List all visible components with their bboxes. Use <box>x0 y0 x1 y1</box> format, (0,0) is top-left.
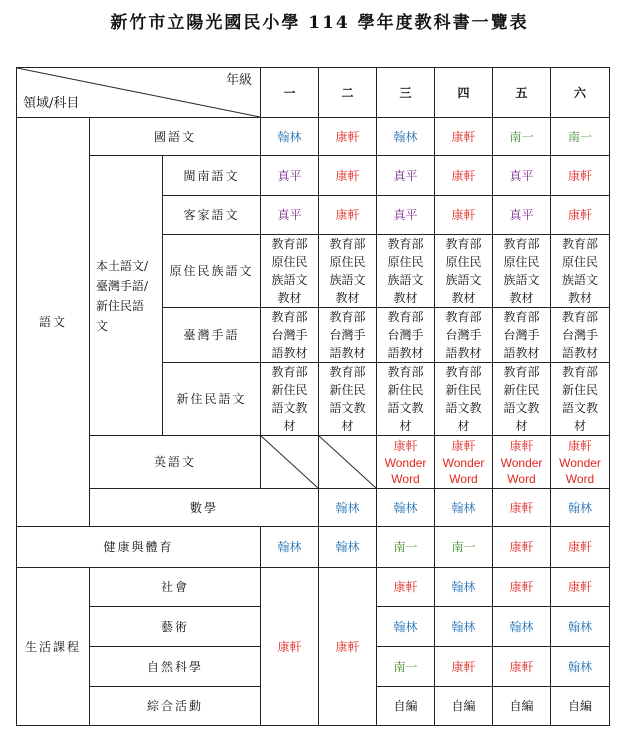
cell: 真平 <box>261 196 319 235</box>
cell: 翰林 <box>377 489 435 527</box>
cell: 康軒 <box>551 196 610 235</box>
cell-text-block <box>493 308 551 363</box>
cell: 康軒 <box>551 156 610 196</box>
subject-shouyu: 臺灣手語 <box>163 308 261 363</box>
cell: 教育部新住民語文教材 <box>562 365 599 433</box>
subject-minnan: 閩南語文 <box>163 156 261 196</box>
cell-text-block <box>435 363 493 436</box>
cell-english-4 <box>435 436 493 489</box>
english-publisher: 康軒 <box>568 439 593 453</box>
cell: 康軒 <box>493 527 551 568</box>
cell: 教育部原住民族語文教材 <box>387 237 424 305</box>
subject-bentu <box>90 156 163 436</box>
cell: 教育部台灣手語教材 <box>503 310 540 360</box>
cell: 翰林 <box>435 489 493 527</box>
cell-text-block <box>261 363 319 436</box>
english-series: Wonder Word <box>559 456 601 486</box>
cell: 翰林 <box>551 489 610 527</box>
cell: 真平 <box>377 196 435 235</box>
cell-text-block <box>377 235 435 308</box>
textbook-table <box>16 67 610 726</box>
cell-text-block <box>551 308 610 363</box>
cell: 教育部原住民族語文教材 <box>562 237 599 305</box>
cell: 自編 <box>551 687 610 726</box>
cell: 教育部台灣手語教材 <box>562 310 599 360</box>
subject-math: 數學 <box>90 489 319 527</box>
cell-english-6 <box>551 436 610 489</box>
cell: 翰林 <box>319 489 377 527</box>
cell: 教育部新住民語文教材 <box>271 365 308 433</box>
cell-text-block <box>261 308 319 363</box>
cell: 康軒 <box>493 568 551 607</box>
cell: 康軒 <box>261 568 319 726</box>
cell: 自編 <box>493 687 551 726</box>
cell: 康軒 <box>493 647 551 687</box>
cell: 教育部台灣手語教材 <box>445 310 482 360</box>
cell-text-block <box>551 235 610 308</box>
english-series: Wonder Word <box>500 456 543 486</box>
cell: 自編 <box>377 687 435 726</box>
cell: 教育部新住民語文教材 <box>329 365 366 433</box>
cell: 翰林 <box>377 118 435 156</box>
subject-arts: 藝術 <box>90 607 261 647</box>
cell: 南一 <box>377 527 435 568</box>
subject-health: 健康與體育 <box>17 527 261 568</box>
page-title: 新竹市立陽光國民小學 114 學年度教科書一覽表 <box>110 13 529 33</box>
cell-text-block <box>435 235 493 308</box>
cell-text-block <box>319 308 377 363</box>
cell: 教育部原住民族語文教材 <box>503 237 540 305</box>
grade-header: 年級 <box>226 73 253 88</box>
table-row <box>17 527 610 568</box>
cell-text-block <box>551 363 610 436</box>
cell: 康軒 <box>551 568 610 607</box>
bentu-label: 本土語文/臺灣手語/新住民語文 <box>96 258 149 333</box>
cell-text-block <box>493 363 551 436</box>
cell: 教育部新住民語文教材 <box>503 365 540 433</box>
cell-english-3 <box>377 436 435 489</box>
cell: 康軒 <box>435 196 493 235</box>
cell: 南一 <box>377 647 435 687</box>
cell: 翰林 <box>435 607 493 647</box>
cell: 翰林 <box>435 568 493 607</box>
cell: 翰林 <box>551 647 610 687</box>
grade-4: 四 <box>435 68 493 118</box>
cell: 翰林 <box>261 527 319 568</box>
cell: 康軒 <box>435 647 493 687</box>
cell: 康軒 <box>319 568 377 726</box>
cell: 翰林 <box>551 607 610 647</box>
subject-english: 英語文 <box>90 436 261 489</box>
cell-english-5 <box>493 436 551 489</box>
cell: 教育部原住民族語文教材 <box>271 237 308 305</box>
cell: 南一 <box>493 118 551 156</box>
cell: 康軒 <box>377 568 435 607</box>
cell: 教育部新住民語文教材 <box>387 365 424 433</box>
cell-text-block <box>493 235 551 308</box>
subject-science: 自然科學 <box>90 647 261 687</box>
cell: 教育部新住民語文教材 <box>445 365 482 433</box>
empty-cell-grade-2 <box>319 436 377 489</box>
cell: 南一 <box>551 118 610 156</box>
header-row <box>17 68 610 118</box>
cell-text-block <box>319 363 377 436</box>
cell: 教育部台灣手語教材 <box>329 310 366 360</box>
cell: 翰林 <box>493 607 551 647</box>
cell: 教育部原住民族語文教材 <box>329 237 366 305</box>
cell: 教育部台灣手語教材 <box>387 310 424 360</box>
cell: 康軒 <box>319 196 377 235</box>
subject-header: 領域/科目 <box>23 96 80 111</box>
domain-life: 生活課程 <box>17 568 90 726</box>
cell: 翰林 <box>261 118 319 156</box>
subject-xinzhumin: 新住民語文 <box>163 363 261 436</box>
subject-guoyu: 國語文 <box>90 118 261 156</box>
cell: 康軒 <box>493 489 551 527</box>
grade-2: 二 <box>319 68 377 118</box>
english-series: Wonder Word <box>384 456 427 486</box>
english-series: Wonder Word <box>442 456 485 486</box>
subject-social: 社會 <box>90 568 261 607</box>
table-row <box>17 568 610 607</box>
grade-5: 五 <box>493 68 551 118</box>
english-publisher: 康軒 <box>393 439 418 453</box>
cell: 康軒 <box>435 156 493 196</box>
cell-text-block <box>377 363 435 436</box>
cell-text-block <box>377 308 435 363</box>
cell: 真平 <box>261 156 319 196</box>
cell: 翰林 <box>377 607 435 647</box>
corner-header <box>17 68 261 118</box>
cell: 教育部台灣手語教材 <box>271 310 308 360</box>
cell-text-block <box>261 235 319 308</box>
table-row <box>17 436 610 489</box>
subject-yuanzhumin: 原住民族語文 <box>163 235 261 308</box>
grade-3: 三 <box>377 68 435 118</box>
cell: 真平 <box>493 156 551 196</box>
cell: 真平 <box>493 196 551 235</box>
cell: 真平 <box>377 156 435 196</box>
english-publisher: 康軒 <box>451 439 476 453</box>
table-row <box>17 489 610 527</box>
cell: 康軒 <box>319 156 377 196</box>
grade-6: 六 <box>551 68 610 118</box>
cell: 南一 <box>435 527 493 568</box>
cell: 康軒 <box>435 118 493 156</box>
subject-integrated: 綜合活動 <box>90 687 261 726</box>
cell: 自編 <box>435 687 493 726</box>
domain-yuwen: 語文 <box>17 118 90 527</box>
cell-text-block <box>435 308 493 363</box>
cell: 康軒 <box>551 527 610 568</box>
cell: 康軒 <box>319 118 377 156</box>
cell: 翰林 <box>319 527 377 568</box>
table-row <box>17 156 610 196</box>
table-row <box>17 118 610 156</box>
cell: 教育部原住民族語文教材 <box>445 237 482 305</box>
empty-cell-grade-1 <box>261 436 319 489</box>
cell-text-block <box>319 235 377 308</box>
grade-1: 一 <box>261 68 319 118</box>
english-publisher: 康軒 <box>509 439 534 453</box>
subject-kejia: 客家語文 <box>163 196 261 235</box>
